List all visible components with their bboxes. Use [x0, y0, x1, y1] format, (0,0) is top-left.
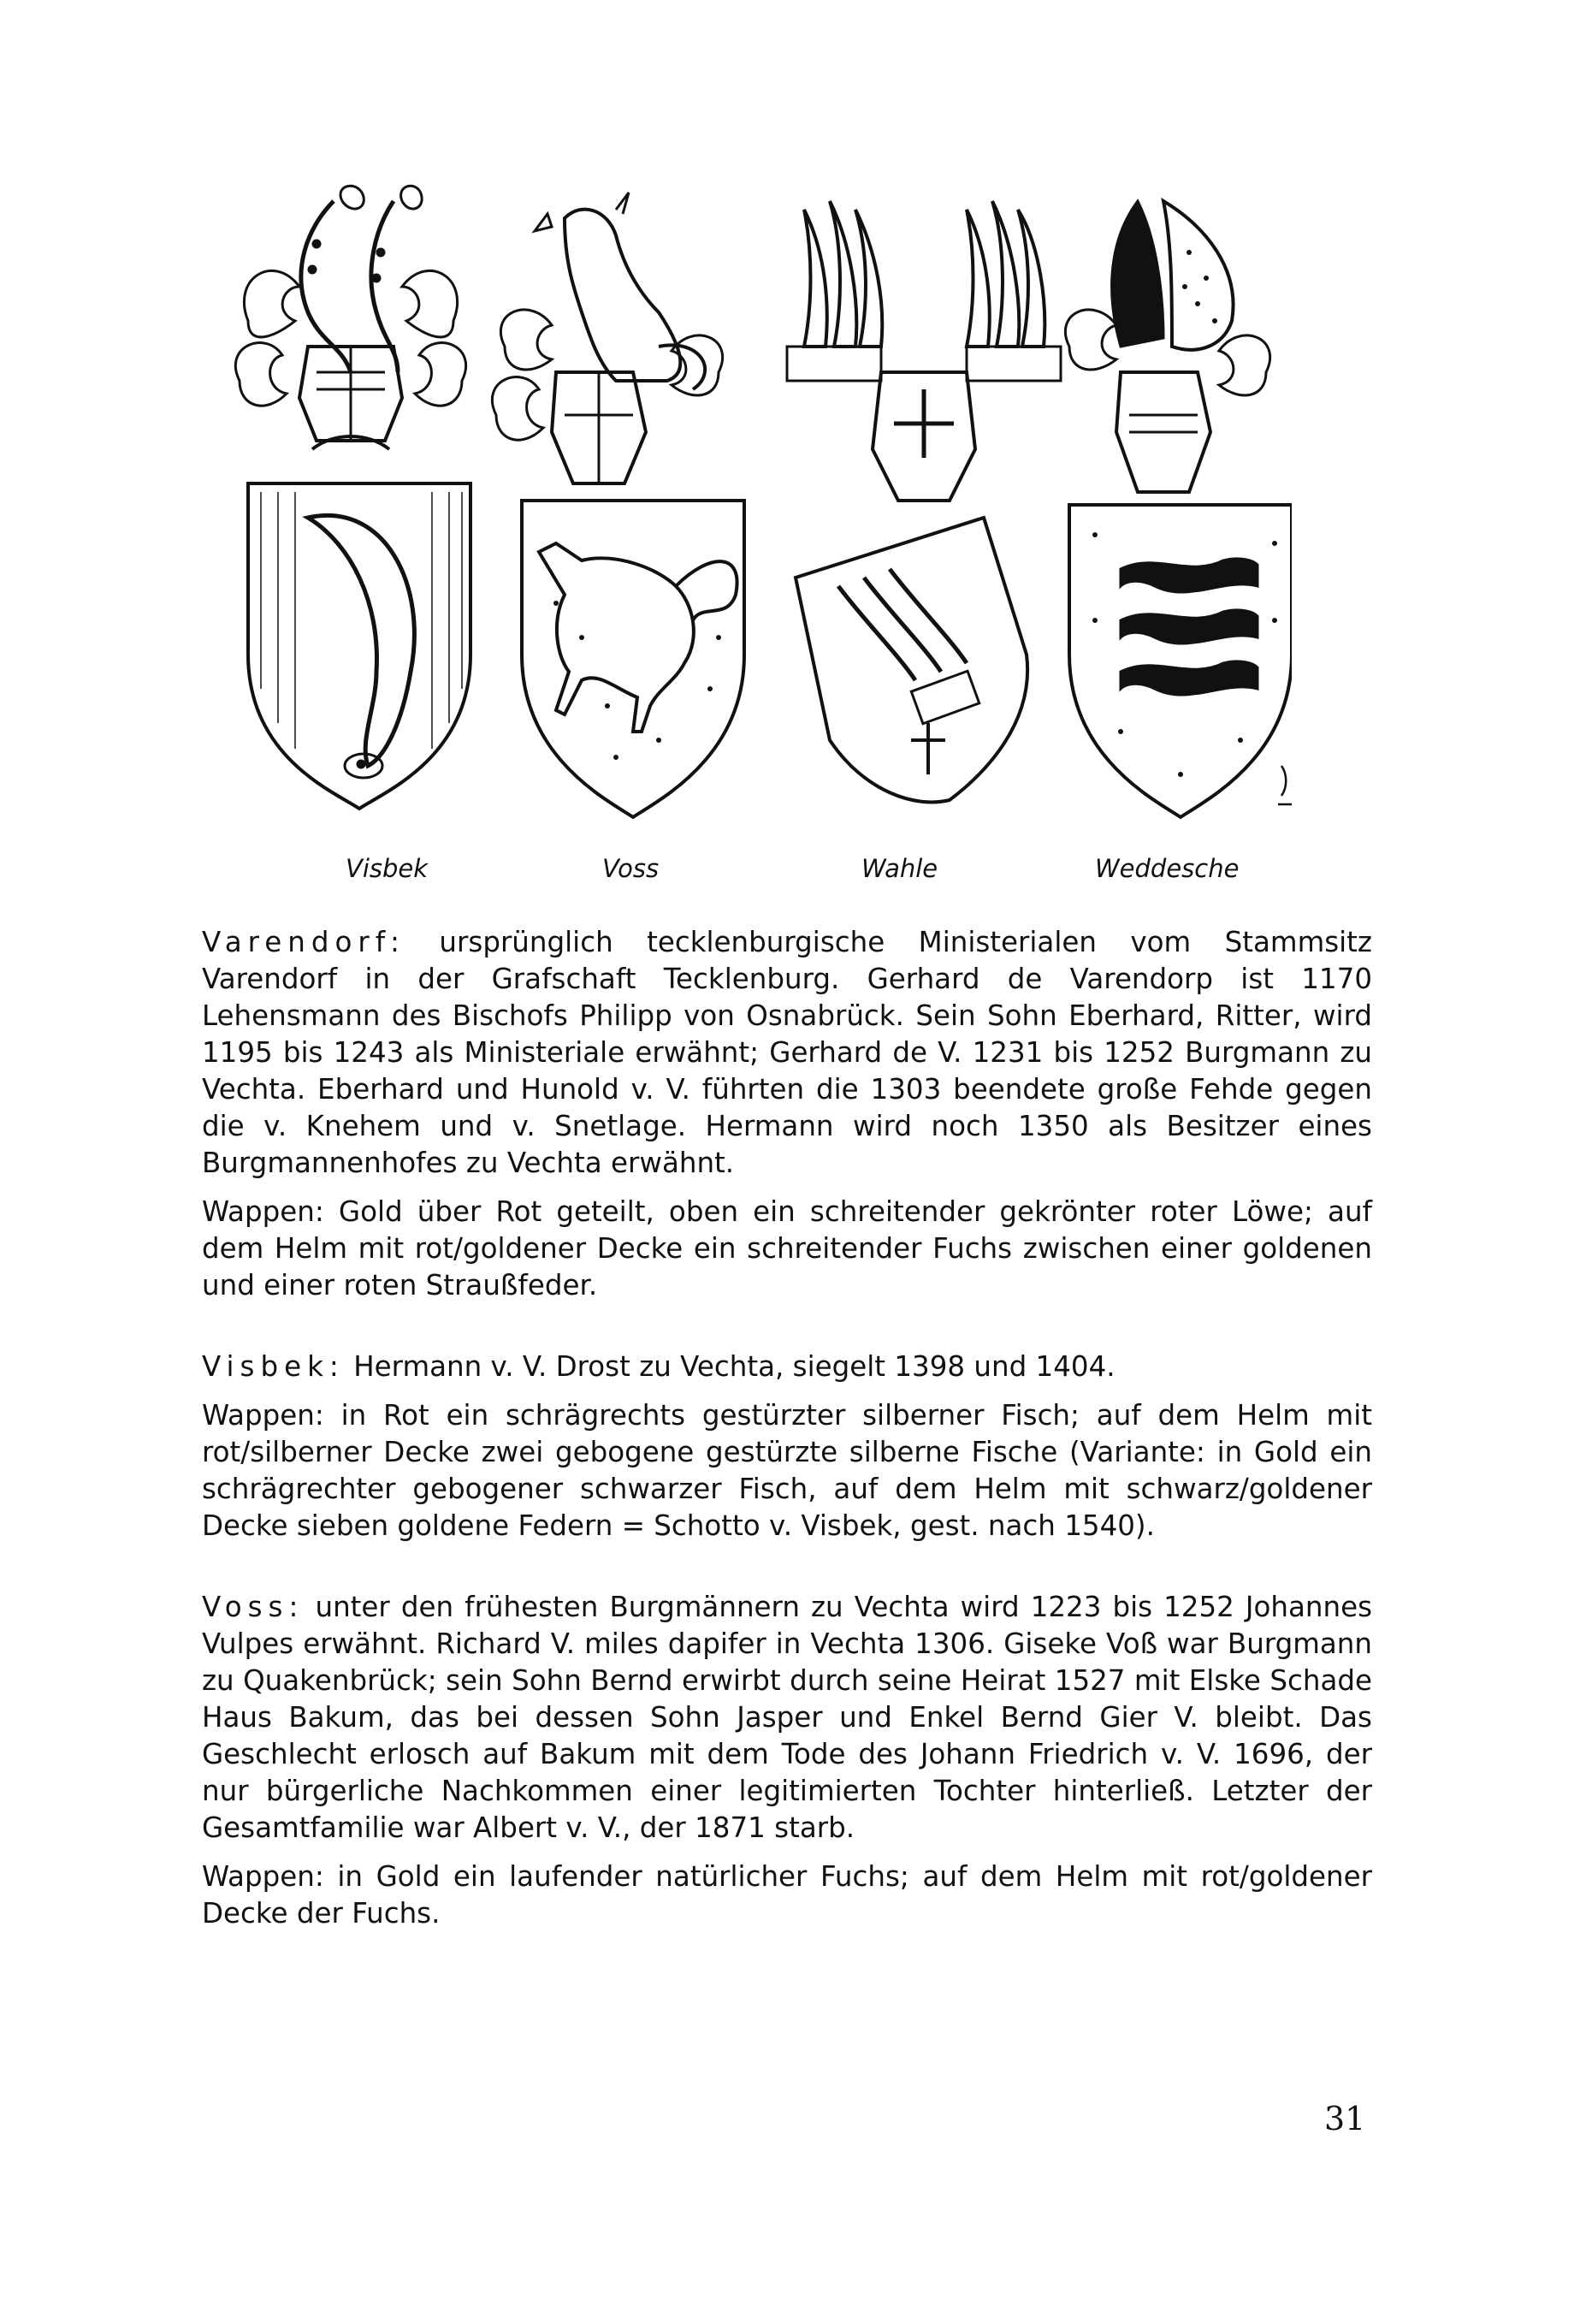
coats-of-arms-illustration	[214, 175, 1292, 843]
caption-voss: Voss	[602, 854, 660, 883]
voss-coat-of-arms	[492, 193, 744, 817]
visbek-coat-of-arms	[235, 186, 470, 809]
entry-name: Voss:	[202, 1591, 305, 1623]
entry-visbek	[202, 1349, 1372, 1385]
entry-text: unter den frühesten Burgmännern zu Vechta wird 1223 bis 1252 Johannes Vulpes erwähnt. Richard V. miles dapifer in Vechta 1306. Giseke Voß war Burgmann zu Quakenbrück; sein Sohn Bernd erwirbt durch seine Heirat 1527 mit Elske Schade Haus Bakum, das bei dessen Sohn Jasper und Enkel Bernd Gier V. bleibt. Das Geschlecht erlosch auf Bakum mit dem Tode des Johann Friedrich v. V. 1696, der nur bürgerliche Nachkommen einer legitimierten Tochter hinterließ. Letzter der Gesamtfamilie war Albert v. V., der 1871 starb.	[202, 1591, 1372, 1844]
entry-wappen: Wappen: Gold über Rot geteilt, oben ein schreitender gekrönter roter Löwe; auf dem Helm mit rot/goldener Decke ein schreitender Fuchs zwischen einer goldenen und einer roten Straußfeder.	[202, 1195, 1372, 1301]
body-text	[202, 924, 1372, 1932]
figure-captions	[0, 854, 1586, 888]
entry-name: Visbek:	[202, 1350, 345, 1383]
wahle-coat-of-arms	[787, 201, 1061, 802]
caption-weddesche: Weddesche	[1095, 854, 1240, 883]
page-number: 31	[1324, 2100, 1366, 2137]
weddesche-coat-of-arms	[1065, 201, 1292, 817]
entry-text: ursprünglich tecklenburgische Ministerialen vom Stammsitz Varendorf in der Grafschaft Tecklenburg. Gerhard de Varendorp ist 1170 Lehensmann des Bischofs Philipp von Osnabrück. Sein Sohn Eberhard, Ritter, wird 1195 bis 1243 als Ministeriale erwähnt; Gerhard de V. 1231 bis 1252 Burgmann zu Vechta. Eberhard und Hunold v. V. führten die 1303 beendete große Fehde gegen die v. Knehem und v. Snetlage. Hermann wird noch 1350 als Besitzer eines Burgmannenhofes zu Vechta erwähnt.	[202, 926, 1372, 1179]
entry-wappen: Wappen: in Gold ein laufender natürlicher Fuchs; auf dem Helm mit rot/goldener Decke der Fuchs.	[202, 1860, 1372, 1930]
entry-text: Hermann v. V. Drost zu Vechta, siegelt 1398 und 1404.	[344, 1350, 1116, 1383]
caption-wahle: Wahle	[861, 854, 938, 883]
caption-visbek: Visbek	[346, 854, 429, 883]
entry-varendorf	[202, 924, 1372, 1182]
entry-name: Varendorf:	[202, 926, 405, 958]
entry-wappen: Wappen: in Rot ein schrägrechts gestürzter silberner Fisch; auf dem Helm mit rot/silberner Decke zwei gebogene gestürzte silberne Fische (Variante: in Gold ein schrägrechter gebogener schwarzer Fisch, auf dem Helm mit schwarz/goldener Decke sieben goldene Federn = Schotto v. Visbek, gest. nach 1540).	[202, 1399, 1372, 1542]
entry-voss	[202, 1589, 1372, 1847]
